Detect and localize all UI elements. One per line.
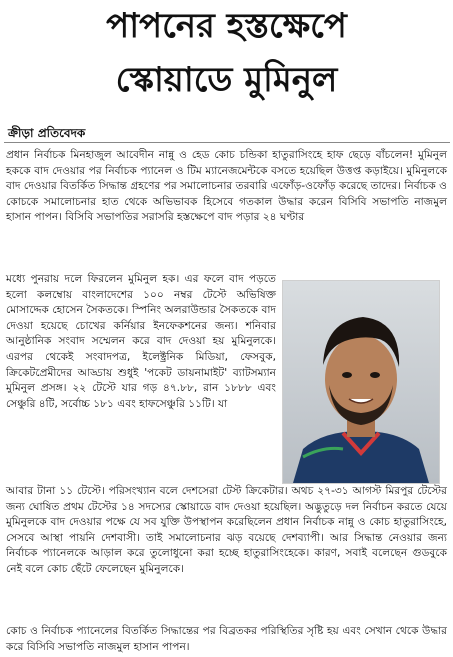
byline-divider <box>4 142 450 143</box>
player-portrait-image <box>283 281 439 483</box>
paragraph-intro: প্রধান নির্বাচক মিনহাজুল আবেদীন নান্নু ও হেড কোচ চন্ডিকা হাতুরাসিংহে হাফ ছেড়ে বাঁচলেন! মুমিনুল হককে বাদ দেওয়ার পর নির্বাচক প্যানেল ও টিম ম্যানেজমেন্টকে বসতে হয়েছিল উত্তপ্ত কড়াইয়ে। মুমিনুলকে বাদ দেওয়ার বিতর্কিত সিদ্ধান্ত গ্রহণের পর সমালোচনার তরবারি এফোঁড়-ওফোঁড় করেছে তাদের। নির্বাচক ও কোচকে সমালোচনার হাত থেকে অভিভাবক হিসেবে গতকাল উদ্ধার করেন বিসিবি সভাপতি নাজমুল হাসান পাপন। বিসিবি সভাপতির সরাসরি হস্তক্ষেপে বাদ পড়ার ২৪ ঘণ্টার <box>6 149 447 224</box>
paragraph-wrap-photo: মধ্যে পুনরায় দলে ফিরলেন মুমিনুল হক। এর ফলে বাদ পড়তে হলো কলম্বোয় বাংলাদেশের ১০০ নম্বর টেস্টে অভিষিক্ত মোসাদ্দেক হোসেন সৈকতকে। স্পিনিং অলরাউন্ডার সৈকতকে বাদ দেওয়া হয়েছে চোখের কর্নিয়ার ইনফেকশনের জন্য। শনিবার আনুষ্ঠানিক সংবাদ সম্মেলন করে বাদ দেওয়া হয় মুমিনুলকে। এরপর থেকেই সংবাদপত্র, ইলেক্ট্রনিক মিডিয়া, ফেসবুক, ক্রিকেটপ্রেমীদের আড্ডায় শুধুই 'পকেট ডায়নামাইট' ব্যাটসম্যান মুমিনুল প্রসঙ্গ। ২২ টেস্টে যার গড় ৪৭.৮৮, রান ১৮৮৮ এবং সেঞ্চুরি ৪টি, সর্বোচ্চ ১৮১ এবং হাফসেঞ্চুরি ১১টি। যা <box>6 273 276 410</box>
player-photo <box>282 280 440 484</box>
byline: ক্রীড়া প্রতিবেদক <box>8 126 86 140</box>
headline-line-2: স্কোয়াডে মুমিনুল <box>115 60 338 100</box>
headline <box>0 6 453 100</box>
paragraph-stats: আবার টানা ১১ টেস্টে। পরিসংখ্যান বলে দেশসেরা টেস্ট ক্রিকেটার। অথচ ২৭-৩১ আগস্ট মিরপুর টেস্টের জন্য ঘোষিত প্রথম টেস্টের ১৪ সদস্যের স্কোয়াডে বাদ দেওয়া হয়েছিল। অদ্ভুতুড়ে দল নির্বাচন করতে যেয়ে মুমিনুলকে বাদ দেওয়ার পক্ষে যে সব যুক্তি উপস্থাপন করেছিলেন প্রধান নির্বাচক নান্নু ও কোচ হাতুরাসিংহে, সেসবে আস্থা পায়নি দেশবাসী। তাই সমালোচনার ঝড় বয়েছে দেশব্যাপী। আর সিদ্ধান্ত নেওয়ার জন্য নির্বাচক প্যানেলকে আড়াল করে তুলোধুনো করা হচ্ছে হাতুরাসিংহেকে। কারণ, সবাই বলেছেন গুডবুকে নেই বলে কোচ ছেঁটে ফেলেছেন মুমিনুলকে। <box>6 485 447 575</box>
paragraph-closing: কোচ ও নির্বাচক প্যানেলের বিতর্কিত সিদ্ধান্তের পর বিব্রতকর পরিস্থিতির সৃষ্টি হয় এবং সেখান থেকে উদ্ধার করে বিসিবি সভাপতি নাজমুল হাসান পাপন। <box>6 625 447 653</box>
headline-line-1: পাপনের হস্তক্ষেপে <box>106 6 347 46</box>
